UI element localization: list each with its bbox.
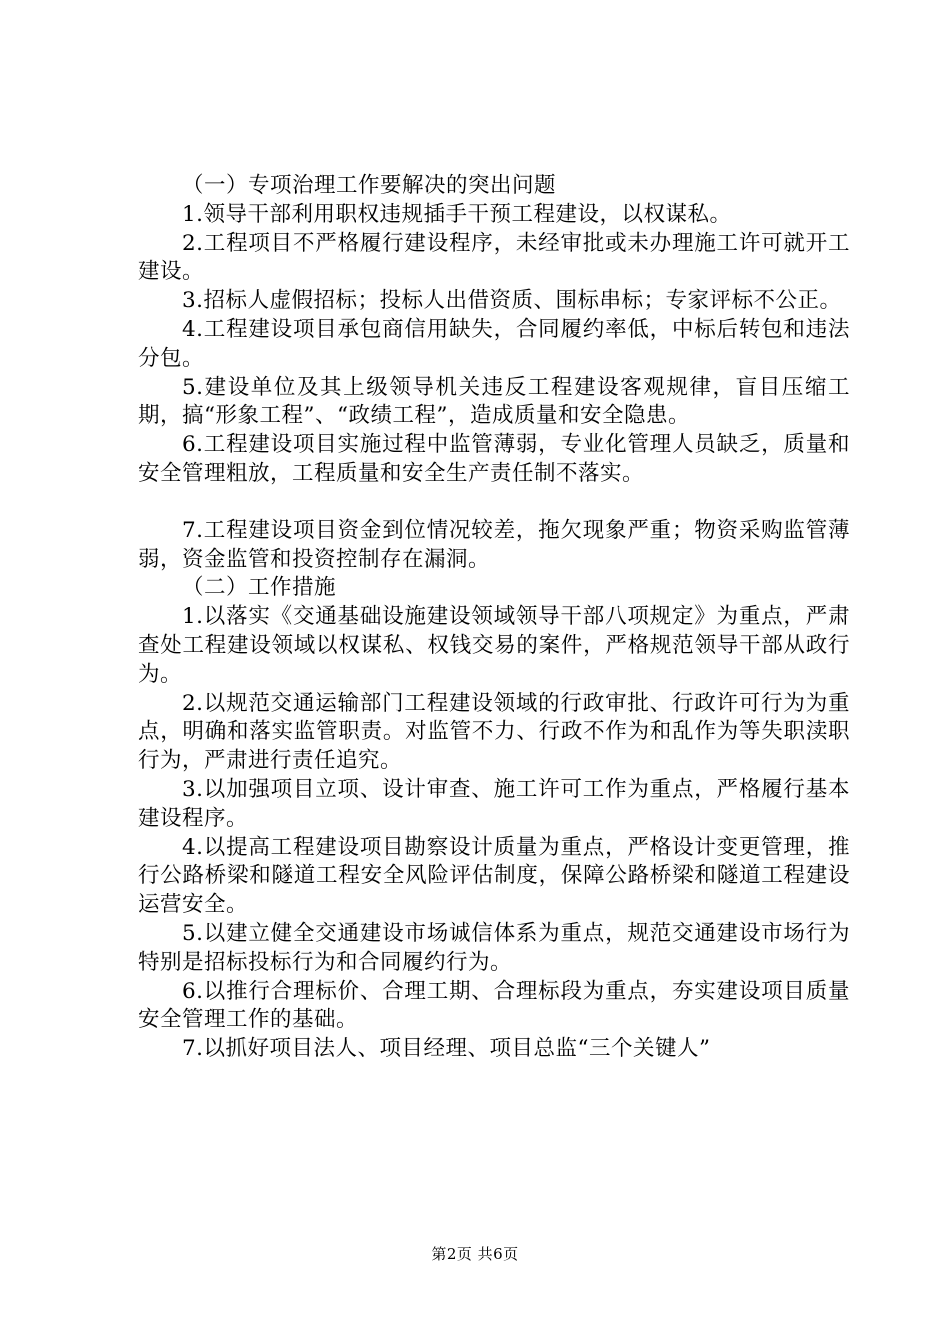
paragraph: 5.以建立健全交通建设市场诚信体系为重点，规范交通建设市场行为特别是招标投标行为和合同履约行为。	[138, 920, 850, 975]
paragraph: 1.以落实《交通基础设施建设领域领导干部八项规定》为重点，严肃查处工程建设领域以权谋私、权钱交易的案件，严格规范领导干部从政行为。	[138, 604, 850, 687]
paragraph: 1.领导干部利用职权违规插手干预工程建设，以权谋私。	[182, 201, 732, 227]
paragraph: 2.以规范交通运输部门工程建设领域的行政审批、行政许可行为为重点，明确和落实监管职责。对监管不力、行政不作为和乱作为等失职渎职行为，严肃进行责任追究。	[138, 690, 850, 774]
paragraph: 2.工程项目不严格履行建设程序，未经审批或未办理施工许可就开工建设。	[138, 230, 850, 285]
paragraph: 4.以提高工程建设项目勘察设计质量为重点，严格设计变更管理，推行公路桥梁和隧道工程安全风险评估制度，保障公路桥梁和隧道工程建设运营安全。	[138, 834, 850, 918]
paragraph: 7.以抓好项目法人、项目经理、项目总监“三个关键人”	[182, 1036, 711, 1062]
paragraph: 6.以推行合理标价、合理工期、合理标段为重点，夯实建设项目质量安全管理工作的基础。	[138, 978, 850, 1033]
paragraph: 7.工程建设项目资金到位情况较差，拖欠现象严重；物资采购监管薄弱，资金监管和投资控制存在漏洞。	[138, 517, 850, 572]
paragraph: 5.建设单位及其上级领导机关违反工程建设客观规律，盲目压缩工期，搞“形象工程”、“政绩工程”，造成质量和安全隐患。	[138, 374, 850, 429]
paragraph: 3.以加强项目立项、设计审查、施工许可工作为重点，严格履行基本建设程序。	[138, 776, 850, 831]
document-body	[138, 172, 850, 1064]
paragraph: 3.招标人虚假招标；投标人出借资质、围标串标；专家评标不公正。	[182, 288, 842, 314]
section-heading-2: （二）工作措施	[182, 575, 337, 601]
section-heading-1: （一）专项治理工作要解决的突出问题	[182, 173, 557, 198]
page-number-footer: 第2页 共6页	[431, 1245, 519, 1263]
paragraph: 4.工程建设项目承包商信用缺失，合同履约率低，中标后转包和违法分包。	[138, 316, 850, 371]
paragraph: 6.工程建设项目实施过程中监管薄弱，专业化管理人员缺乏，质量和安全管理粗放，工程质量和安全生产责任制不落实。	[138, 432, 850, 486]
